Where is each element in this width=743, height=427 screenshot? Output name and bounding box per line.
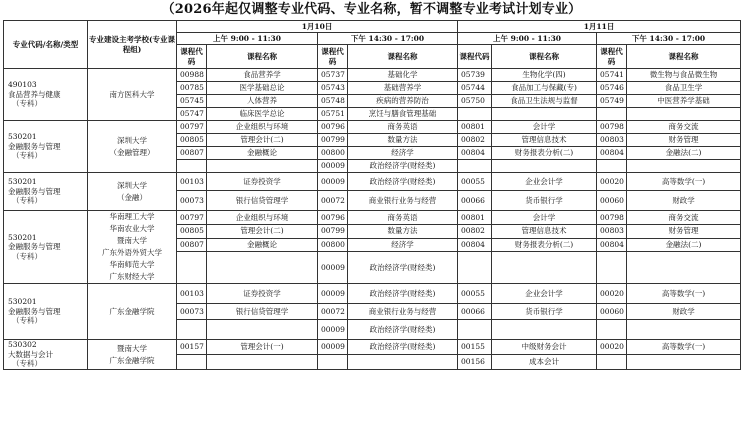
course-name: 高等数学(一) xyxy=(627,284,741,304)
header-day1: 1月10日 xyxy=(177,21,458,33)
page-title: （2026年起仅调整专业代码、专业名称，暂不调整专业考试计划专业） xyxy=(161,2,582,17)
course-name: 政治经济学(财经类) xyxy=(348,173,458,191)
school-name: 南方医科大学 xyxy=(109,89,155,99)
course-name xyxy=(627,320,741,340)
school-cell xyxy=(88,69,177,121)
school-name: 广东金融学院 xyxy=(109,306,155,316)
major-line: 530201 xyxy=(8,232,37,242)
course-code: 05737 xyxy=(318,69,348,82)
course-code: 05748 xyxy=(318,95,348,108)
course-name xyxy=(492,252,597,284)
course-code xyxy=(458,160,492,173)
course-name: 货币银行学 xyxy=(492,191,597,211)
course-name: 管理信息技术 xyxy=(492,224,597,238)
course-name: 临床医学总论 xyxy=(207,108,318,121)
course-name: 食品加工与保藏(专) xyxy=(492,82,597,95)
course-name: 食品卫生学 xyxy=(627,82,741,95)
course-code: 00073 xyxy=(177,191,207,211)
major-line: 530201 xyxy=(8,297,37,307)
course-code: 00804 xyxy=(458,147,492,160)
course-name xyxy=(492,320,597,340)
course-code xyxy=(177,355,207,370)
major-line: 530201 xyxy=(8,177,37,187)
table-row xyxy=(4,340,741,355)
course-code: 00804 xyxy=(597,238,627,252)
school-name: 华南农业大学 xyxy=(109,224,155,233)
school-name: 暨南大学 xyxy=(117,343,147,353)
course-code: 00155 xyxy=(458,340,492,355)
course-name: 财务管理 xyxy=(627,224,741,238)
course-code xyxy=(597,160,627,173)
course-name: 高等数学(一) xyxy=(627,340,741,355)
major-line: 金融服务与管理 xyxy=(8,186,61,196)
school-name: 广东财经大学 xyxy=(109,272,155,281)
major-line: 金融服务与管理 xyxy=(8,141,61,151)
major-line: 530302 xyxy=(8,340,37,350)
course-name: 管理信息技术 xyxy=(492,134,597,147)
table-row xyxy=(4,211,741,225)
course-code: 05750 xyxy=(458,95,492,108)
course-name: 企业会计学 xyxy=(492,284,597,304)
course-code: 00807 xyxy=(177,147,207,160)
course-code xyxy=(597,252,627,284)
course-name: 证券投资学 xyxy=(207,173,318,191)
major-line: （专科） xyxy=(12,359,42,369)
header-course-name: 课程名称 xyxy=(348,45,458,69)
course-name: 中级财务会计 xyxy=(492,340,597,355)
course-code: 00020 xyxy=(597,173,627,191)
course-name: 商务英语 xyxy=(348,121,458,134)
course-code: 05739 xyxy=(458,69,492,82)
course-name: 商务交流 xyxy=(627,121,741,134)
school-name: 广东外语外贸大学 xyxy=(102,248,162,257)
course-code: 00804 xyxy=(597,147,627,160)
school-cell xyxy=(88,284,177,340)
course-name xyxy=(627,160,741,173)
course-code: 05746 xyxy=(597,82,627,95)
course-name: 数量方法 xyxy=(348,224,458,238)
major-line: （专科） xyxy=(12,196,42,206)
course-name: 政治经济学(财经类) xyxy=(348,284,458,304)
major-cell xyxy=(4,284,88,340)
major-cell xyxy=(4,211,88,284)
course-name: 财政学 xyxy=(627,191,741,211)
course-name: 政治经济学(财经类) xyxy=(348,320,458,340)
header-day2-am: 上午 9:00 - 11:30 xyxy=(458,33,597,45)
course-name: 证券投资学 xyxy=(207,284,318,304)
school-name: （金融管理） xyxy=(109,147,155,157)
school-cell xyxy=(88,211,177,284)
header-course-name: 课程名称 xyxy=(492,45,597,69)
course-name: 疾病的营养防治 xyxy=(348,95,458,108)
school-cell xyxy=(88,173,177,211)
course-code: 00804 xyxy=(458,238,492,252)
course-code: 00103 xyxy=(177,173,207,191)
school-name: 深圳大学 xyxy=(117,180,147,190)
course-code: 00009 xyxy=(318,173,348,191)
major-line: 食品营养与健康 xyxy=(8,89,61,99)
course-code: 00072 xyxy=(318,191,348,211)
course-name: 烹饪与膳食管理基础 xyxy=(348,108,458,121)
course-code: 00800 xyxy=(318,147,348,160)
course-code: 00066 xyxy=(458,304,492,320)
course-code: 00803 xyxy=(597,224,627,238)
course-code xyxy=(597,108,627,121)
course-code: 00796 xyxy=(318,211,348,225)
course-name: 商务交流 xyxy=(627,211,741,225)
course-code: 05747 xyxy=(177,108,207,121)
course-code: 00020 xyxy=(597,284,627,304)
course-code: 00020 xyxy=(597,340,627,355)
course-code: 05744 xyxy=(458,82,492,95)
course-name: 中医营养学基础 xyxy=(627,95,741,108)
table-row xyxy=(4,69,741,82)
course-code: 00803 xyxy=(597,134,627,147)
course-code: 00797 xyxy=(177,211,207,225)
course-code xyxy=(597,320,627,340)
header-day2: 1月11日 xyxy=(458,21,741,33)
major-cell xyxy=(4,340,88,370)
table-row xyxy=(4,173,741,191)
major-line: （专科） xyxy=(12,151,42,161)
header-day1-pm: 下午 14:30 - 17:00 xyxy=(318,33,458,45)
header-course-code: 课程代码 xyxy=(458,45,492,69)
course-code: 00009 xyxy=(318,284,348,304)
course-name: 基础化学 xyxy=(348,69,458,82)
course-code: 00799 xyxy=(318,224,348,238)
table-row xyxy=(4,121,741,134)
course-name: 基础营养学 xyxy=(348,82,458,95)
course-code: 00009 xyxy=(318,160,348,173)
course-code: 00805 xyxy=(177,224,207,238)
course-code: 00807 xyxy=(177,238,207,252)
course-code: 00988 xyxy=(177,69,207,82)
course-code: 00801 xyxy=(458,211,492,225)
course-name: 财务报表分析(二) xyxy=(492,238,597,252)
major-line: （专科） xyxy=(12,316,42,326)
course-code: 00800 xyxy=(318,238,348,252)
course-name xyxy=(207,252,318,284)
course-name: 企业会计学 xyxy=(492,173,597,191)
course-code: 05749 xyxy=(597,95,627,108)
course-code: 00798 xyxy=(597,121,627,134)
course-code: 00103 xyxy=(177,284,207,304)
header-day2-pm: 下午 14:30 - 17:00 xyxy=(597,33,741,45)
course-name: 成本会计 xyxy=(492,355,597,370)
course-code xyxy=(177,160,207,173)
major-line: （专科） xyxy=(12,99,42,109)
course-code: 00055 xyxy=(458,284,492,304)
course-name xyxy=(207,320,318,340)
course-name: 企业组织与环境 xyxy=(207,121,318,134)
major-cell xyxy=(4,173,88,211)
course-code xyxy=(458,108,492,121)
course-code: 00009 xyxy=(318,320,348,340)
header-day1-am: 上午 9:00 - 11:30 xyxy=(177,33,318,45)
major-line: 530201 xyxy=(8,132,37,142)
course-code: 00072 xyxy=(318,304,348,320)
course-code: 00805 xyxy=(177,134,207,147)
course-name: 人体营养 xyxy=(207,95,318,108)
course-name xyxy=(207,355,318,370)
course-name: 财务报表分析(二) xyxy=(492,147,597,160)
school-cell xyxy=(88,121,177,173)
course-code: 05745 xyxy=(177,95,207,108)
course-code xyxy=(318,355,348,370)
course-name: 货币银行学 xyxy=(492,304,597,320)
school-name: （金融） xyxy=(117,192,147,202)
course-name xyxy=(492,108,597,121)
school-cell xyxy=(88,340,177,370)
course-name: 经济学 xyxy=(348,147,458,160)
course-code: 00797 xyxy=(177,121,207,134)
major-line: 大数据与会计 xyxy=(8,349,53,359)
course-name: 政治经济学(财经类) xyxy=(348,340,458,355)
course-code: 00073 xyxy=(177,304,207,320)
course-name: 金融概论 xyxy=(207,147,318,160)
course-name: 企业组织与环境 xyxy=(207,211,318,225)
course-name xyxy=(207,160,318,173)
course-name: 会计学 xyxy=(492,211,597,225)
course-code xyxy=(597,355,627,370)
course-name: 银行信贷管理学 xyxy=(207,304,318,320)
course-name: 数量方法 xyxy=(348,134,458,147)
school-name: 深圳大学 xyxy=(117,135,147,145)
exam-schedule-table xyxy=(3,20,741,370)
major-cell xyxy=(4,69,88,121)
course-name: 管理会计(一) xyxy=(207,340,318,355)
course-code: 00796 xyxy=(318,121,348,134)
header-course-code: 课程代码 xyxy=(597,45,627,69)
major-line: 490103 xyxy=(8,80,37,90)
major-line: （专科） xyxy=(12,251,42,261)
course-code: 00009 xyxy=(318,340,348,355)
header-course-name: 课程名称 xyxy=(207,45,318,69)
course-name: 食品营养学 xyxy=(207,69,318,82)
course-code: 00785 xyxy=(177,82,207,95)
course-code: 00066 xyxy=(458,191,492,211)
course-code xyxy=(458,252,492,284)
course-name xyxy=(627,108,741,121)
school-name: 广东金融学院 xyxy=(109,355,155,365)
major-cell xyxy=(4,121,88,173)
course-code: 05751 xyxy=(318,108,348,121)
course-name: 高等数学(一) xyxy=(627,173,741,191)
course-code: 00801 xyxy=(458,121,492,134)
course-code: 00060 xyxy=(597,191,627,211)
course-name: 生物化学(四) xyxy=(492,69,597,82)
course-code: 00802 xyxy=(458,224,492,238)
course-code: 00055 xyxy=(458,173,492,191)
course-name: 金融概论 xyxy=(207,238,318,252)
course-code xyxy=(177,252,207,284)
course-code: 00799 xyxy=(318,134,348,147)
course-name: 商务英语 xyxy=(348,211,458,225)
course-name: 管理会计(二) xyxy=(207,134,318,147)
school-name: 暨南大学 xyxy=(117,236,147,245)
header-course-code: 课程代码 xyxy=(177,45,207,69)
course-name: 商业银行业务与经营 xyxy=(348,304,458,320)
course-name: 政治经济学(财经类) xyxy=(348,252,458,284)
course-code: 00157 xyxy=(177,340,207,355)
header-course-code: 课程代码 xyxy=(318,45,348,69)
course-name xyxy=(627,355,741,370)
course-code: 00060 xyxy=(597,304,627,320)
course-name xyxy=(492,160,597,173)
course-name: 微生物与食品微生物 xyxy=(627,69,741,82)
course-code: 00798 xyxy=(597,211,627,225)
course-code: 00009 xyxy=(318,252,348,284)
major-line: 金融服务与管理 xyxy=(8,242,61,252)
course-name: 医学基础总论 xyxy=(207,82,318,95)
course-name: 金融法(二) xyxy=(627,238,741,252)
course-code: 05743 xyxy=(318,82,348,95)
header-school: 专业建设主考学校(专业课程组) xyxy=(88,21,177,69)
course-code xyxy=(458,320,492,340)
school-name: 华南师范大学 xyxy=(109,260,155,269)
course-name: 银行信贷管理学 xyxy=(207,191,318,211)
course-name: 财务管理 xyxy=(627,134,741,147)
course-name: 会计学 xyxy=(492,121,597,134)
course-code: 05741 xyxy=(597,69,627,82)
course-name: 经济学 xyxy=(348,238,458,252)
table-row xyxy=(4,284,741,304)
course-code: 00802 xyxy=(458,134,492,147)
course-name: 政治经济学(财经类) xyxy=(348,160,458,173)
course-name: 财政学 xyxy=(627,304,741,320)
header-major: 专业代码/名称/类型 xyxy=(4,21,88,69)
course-name: 管理会计(二) xyxy=(207,224,318,238)
course-code xyxy=(177,320,207,340)
school-name: 华南理工大学 xyxy=(109,212,155,221)
course-code: 00156 xyxy=(458,355,492,370)
major-line: 金融服务与管理 xyxy=(8,306,61,316)
course-name xyxy=(348,355,458,370)
course-name: 金融法(二) xyxy=(627,147,741,160)
course-name: 商业银行业务与经营 xyxy=(348,191,458,211)
header-course-name: 课程名称 xyxy=(627,45,741,69)
course-name xyxy=(627,252,741,284)
course-name: 食品卫生法规与监督 xyxy=(492,95,597,108)
